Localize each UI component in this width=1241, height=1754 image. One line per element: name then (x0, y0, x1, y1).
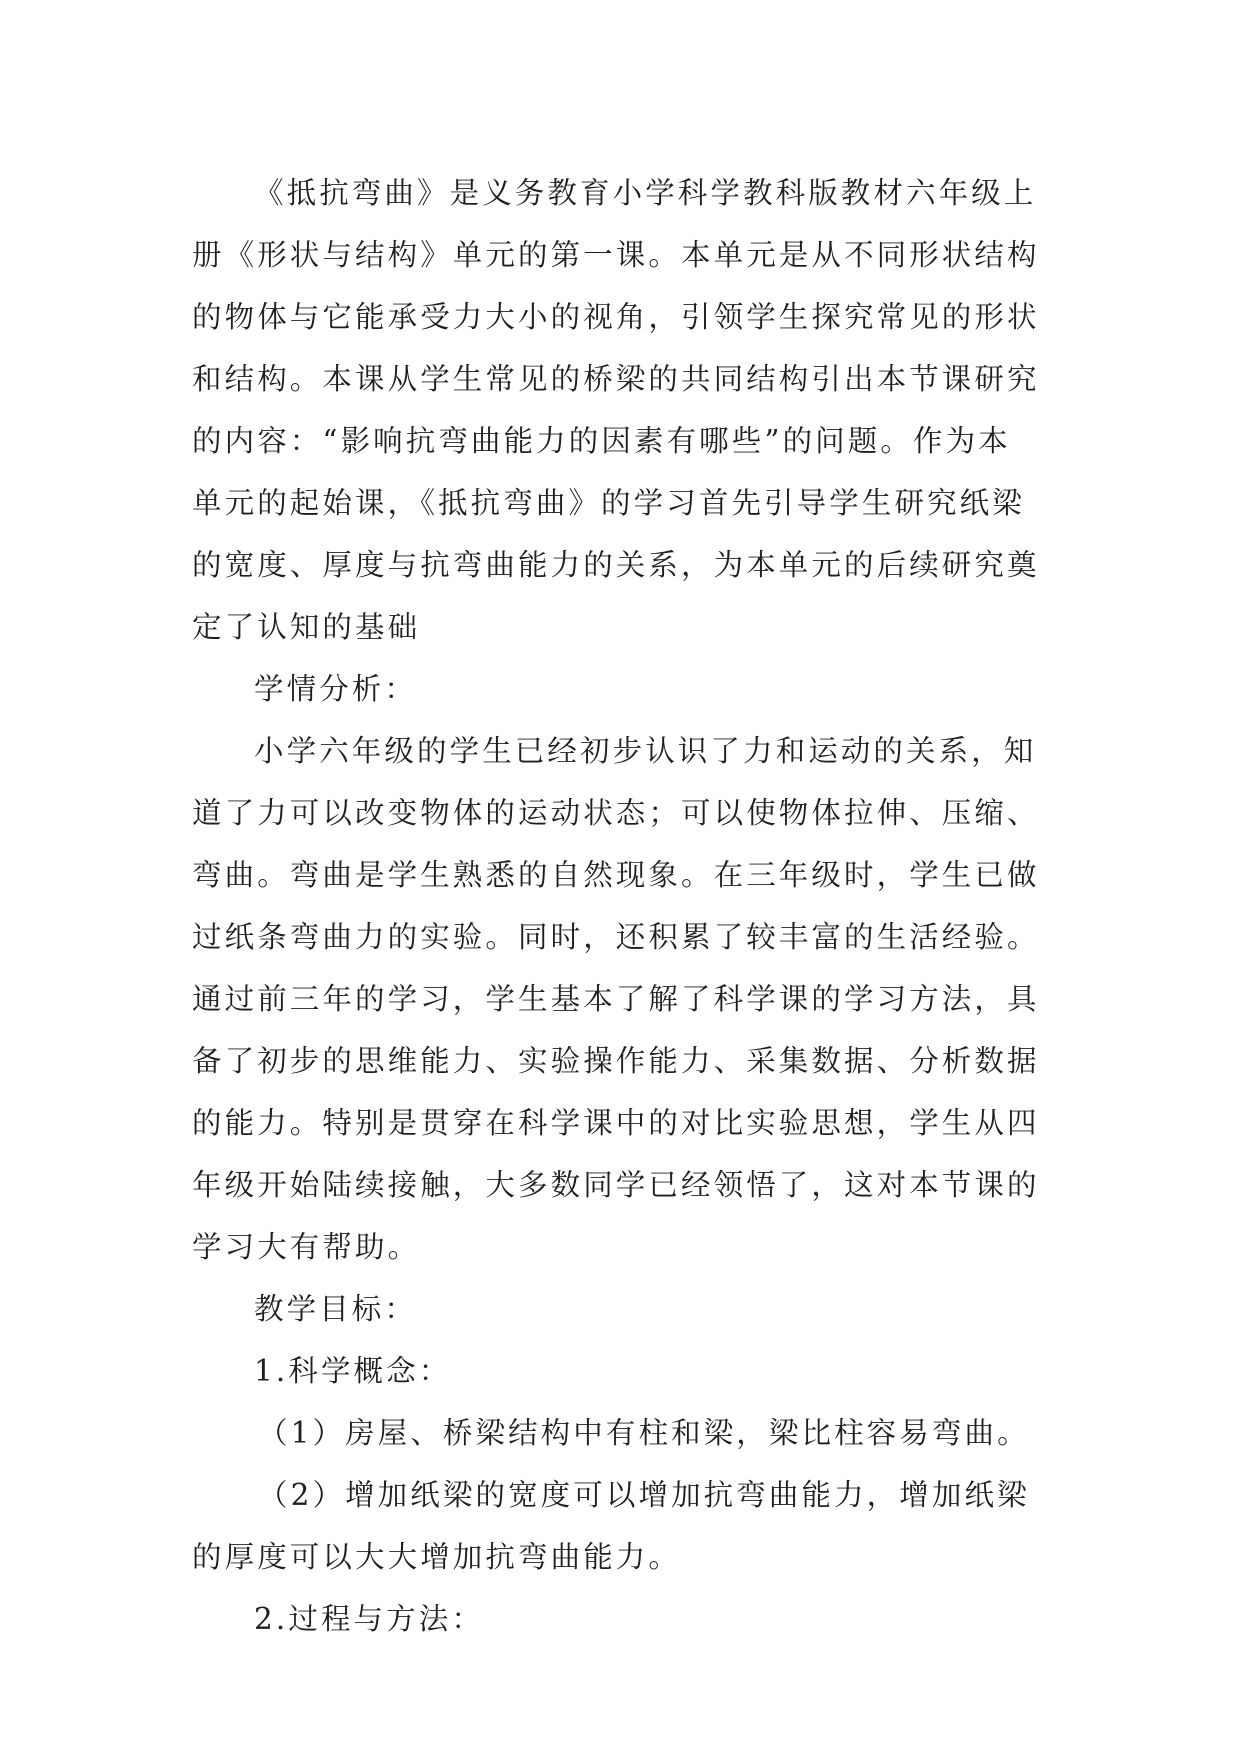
goal-subitem-2-continued: 的厚度可以大大增加抗弯曲能力。 (192, 1540, 682, 1574)
intro-paragraph-line: 的物体与它能承受力大小的视角，引领学生探究常见的形状 (192, 300, 1040, 334)
analysis-paragraph-line: 学习大有帮助。 (192, 1230, 421, 1264)
intro-paragraph-line: 的内容：“影响抗弯曲能力的因素有哪些”的问题。作为本 (192, 424, 1011, 458)
intro-paragraph-line: 的宽度、厚度与抗弯曲能力的关系，为本单元的后续研究奠 (192, 548, 1040, 582)
section-heading-teaching-goals: 教学目标： (254, 1292, 418, 1326)
intro-paragraph-line: 《抵抗弯曲》是义务教育小学科学教科版教材六年级上 (254, 176, 1037, 210)
goal-subitem-2: （2）增加纸梁的宽度可以增加抗弯曲能力，增加纸梁 (258, 1478, 1030, 1512)
goal-item-process-methods: 2.过程与方法： (254, 1602, 484, 1636)
analysis-paragraph-line: 通过前三年的学习，学生基本了解了科学课的学习方法，具 (192, 982, 1040, 1016)
goal-item-science-concepts: 1.科学概念： (254, 1354, 452, 1388)
analysis-paragraph-line: 的能力。特别是贯穿在科学课中的对比实验思想，学生从四 (192, 1106, 1040, 1140)
document-body (192, 162, 1062, 1650)
intro-paragraph-line: 和结构。本课从学生常见的桥梁的共同结构引出本节课研究 (192, 362, 1040, 396)
intro-paragraph-line: 单元的起始课，《抵抗弯曲》的学习首先引导学生研究纸梁 (192, 486, 1025, 520)
analysis-paragraph-line: 弯曲。弯曲是学生熟悉的自然现象。在三年级时，学生已做 (192, 858, 1040, 892)
goal-subitem-1: （1）房屋、桥梁结构中有柱和梁，梁比柱容易弯曲。 (258, 1416, 1030, 1450)
analysis-paragraph-line: 道了力可以改变物体的运动状态；可以使物体拉伸、压缩、 (192, 796, 1040, 830)
intro-paragraph-line: 定了认知的基础 (192, 610, 421, 644)
analysis-paragraph-line: 年级开始陆续接触，大多数同学已经领悟了，这对本节课的 (192, 1168, 1040, 1202)
analysis-paragraph-line: 小学六年级的学生已经初步认识了力和运动的关系，知 (254, 734, 1037, 768)
section-heading-student-analysis: 学情分析： (254, 672, 418, 706)
analysis-paragraph-line: 备了初步的思维能力、实验操作能力、采集数据、分析数据 (192, 1044, 1040, 1078)
intro-paragraph-line: 册《形状与结构》单元的第一课。本单元是从不同形状结构 (192, 238, 1040, 272)
analysis-paragraph-line: 过纸条弯曲力的实验。同时，还积累了较丰富的生活经验。 (192, 920, 1040, 954)
